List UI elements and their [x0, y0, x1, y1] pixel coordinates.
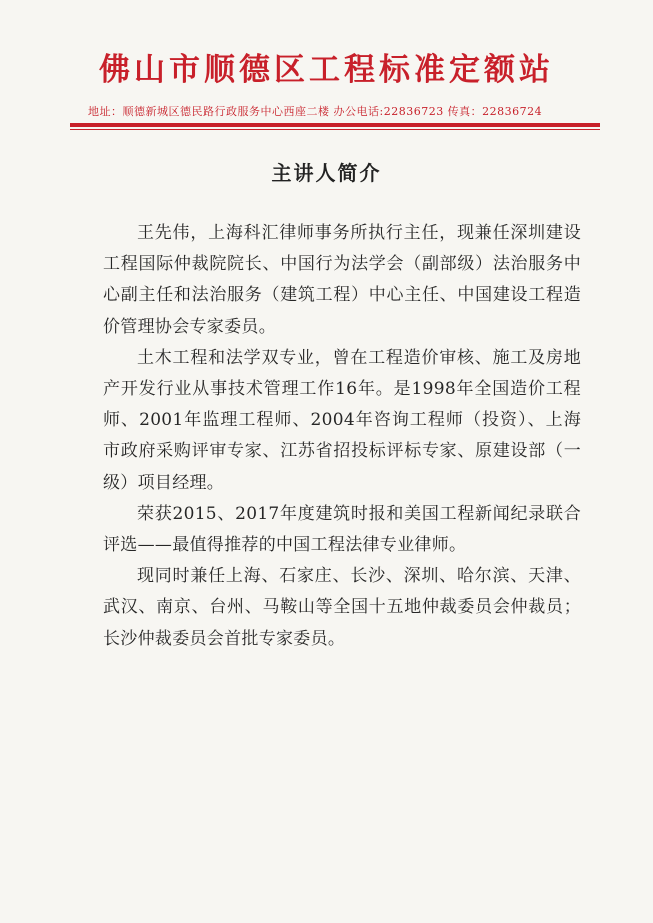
paragraph-award: 荣获2015、2017年度建筑时报和美国工程新闻纪录联合评选——最值得推荐的中国工程法律专业律师。 — [103, 503, 581, 556]
document-title: 主讲人简介 — [271, 161, 382, 185]
paragraph-intro: 王先伟，上海科汇律师事务所执行主任，现兼任深圳建设工程国际仲裁院院长、中国行为法学会（副部级）法治服务中心副主任和法治服务（建筑工程）中心主任、中国建设工程造价管理协会专家委员。 — [103, 223, 581, 337]
organization-name: 佛山市顺德区工程标准定额站 — [99, 52, 554, 88]
letterhead-rule — [70, 123, 600, 127]
paragraph-background: 土木工程和法学双专业，曾在工程造价审核、施工及房地产开发行业从事技术管理工作16年。是1998年全国造价工程师、2001年监理工程师、2004年咨询工程师（投资）、上海市政府采购评审专家、江苏省招投标评标专家、原建设部（一级）项目经理。 — [103, 347, 581, 493]
letterhead-rule-thin — [70, 129, 600, 130]
document-body — [103, 218, 581, 655]
paragraph-arbitration: 现同时兼任上海、石家庄、长沙、深圳、哈尔滨、天津、武汉、南京、台州、马鞍山等全国十五地仲裁委员会仲裁员；长沙仲裁委员会首批专家委员。 — [103, 566, 581, 649]
address-line: 地址：顺德新城区德民路行政服务中心西座二楼 办公电话:22836723 传真：22836724 — [88, 105, 543, 118]
